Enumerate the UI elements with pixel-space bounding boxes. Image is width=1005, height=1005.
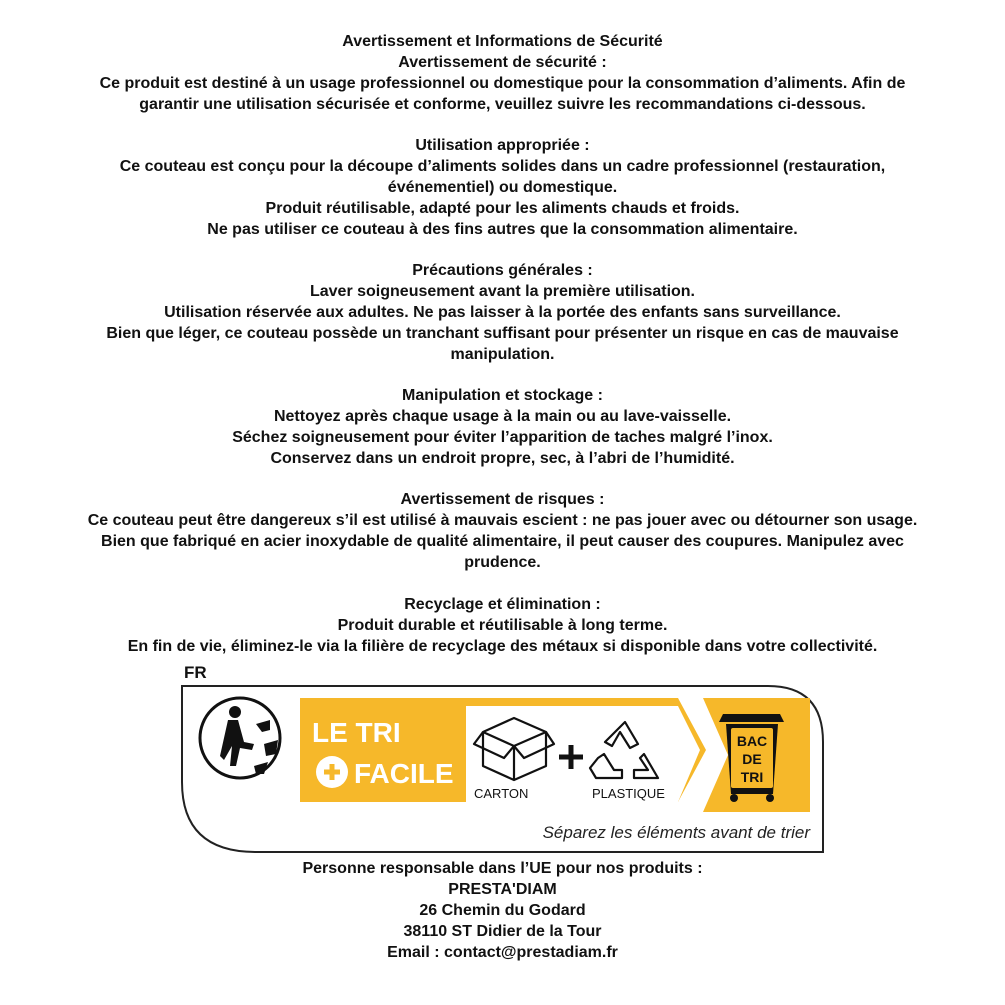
handling-line: Séchez soigneusement pour éviter l’apparition de taches malgré l’inox.	[232, 429, 773, 446]
risks-line: Ce couteau peut être dangereux s’il est utilisé à mauvais escient : ne pas jouer avec ou détourner son usage.	[87, 512, 918, 529]
triman-logo	[178, 662, 830, 862]
responsible-label: Personne responsable dans l’UE pour nos produits :	[302, 860, 703, 877]
bin-line2: DE	[742, 751, 762, 767]
precautions-line: manipulation.	[450, 346, 555, 363]
safety-line: garantir une utilisation sécurisée et conforme, veuillez suivre les recommandations ci-dessous.	[139, 96, 866, 113]
safety-line: Ce produit est destiné à un usage professionnel ou domestique pour la consommation d’aliments. Afin de	[99, 75, 906, 92]
precautions-line: Utilisation réservée aux adultes. Ne pas laisser à la portée des enfants sans surveillance.	[164, 304, 841, 321]
slogan-line2: FACILE	[354, 758, 454, 789]
usage-line: Produit réutilisable, adapté pour les aliments chauds et froids.	[265, 200, 740, 217]
section-heading-safety: Avertissement de sécurité :	[398, 54, 607, 71]
material-carton: CARTON	[474, 786, 529, 801]
bin-line1: BAC	[736, 733, 768, 749]
triman-icon	[200, 698, 280, 778]
recycling-line: En fin de vie, éliminez-le via la filière de recyclage des métaux si disponible dans votre collectivité.	[127, 638, 878, 655]
triman-footer: Séparez les éléments avant de trier	[542, 823, 810, 842]
section-heading-handling: Manipulation et stockage :	[402, 387, 603, 404]
risks-line: prudence.	[464, 554, 541, 571]
section-heading-recycling: Recyclage et élimination :	[404, 596, 601, 613]
usage-line: événementiel) ou domestique.	[387, 179, 618, 196]
recycling-line: Produit durable et réutilisable à long terme.	[337, 617, 668, 634]
handling-line: Conservez dans un endroit propre, sec, à l’abri de l’humidité.	[270, 450, 735, 467]
precautions-line: Bien que léger, ce couteau possède un tranchant suffisant pour présenter un risque en cas de mauvaise	[106, 325, 899, 342]
section-heading-precautions: Précautions générales :	[412, 262, 593, 279]
usage-line: Ne pas utiliser ce couteau à des fins autres que la consommation alimentaire.	[207, 221, 798, 238]
handling-line: Nettoyez après chaque usage à la main ou au lave-vaisselle.	[273, 408, 732, 425]
company-name: PRESTA'DIAM	[448, 881, 557, 898]
bin-line3: TRI	[740, 769, 764, 785]
triman-country: FR	[184, 663, 207, 682]
precautions-line: Laver soigneusement avant la première utilisation.	[309, 283, 695, 300]
risks-line: Bien que fabriqué en acier inoxydable de qualité alimentaire, il peut causer des coupures. Manipulez avec	[101, 533, 904, 550]
section-heading-usage: Utilisation appropriée :	[415, 137, 590, 154]
address-line1: 26 Chemin du Godard	[419, 902, 586, 919]
contact-email[interactable]: Email : contact@prestadiam.fr	[387, 944, 618, 961]
section-heading-risks: Avertissement de risques :	[400, 491, 605, 508]
material-plastique: PLASTIQUE	[592, 786, 665, 801]
document-title: Avertissement et Informations de Sécurité	[342, 33, 663, 50]
address-line2: 38110 ST Didier de la Tour	[403, 923, 602, 940]
slogan-line1: LE TRI	[312, 717, 401, 748]
usage-line: Ce couteau est conçu pour la découpe d’aliments solides dans un cadre professionnel (restauration,	[119, 158, 886, 175]
